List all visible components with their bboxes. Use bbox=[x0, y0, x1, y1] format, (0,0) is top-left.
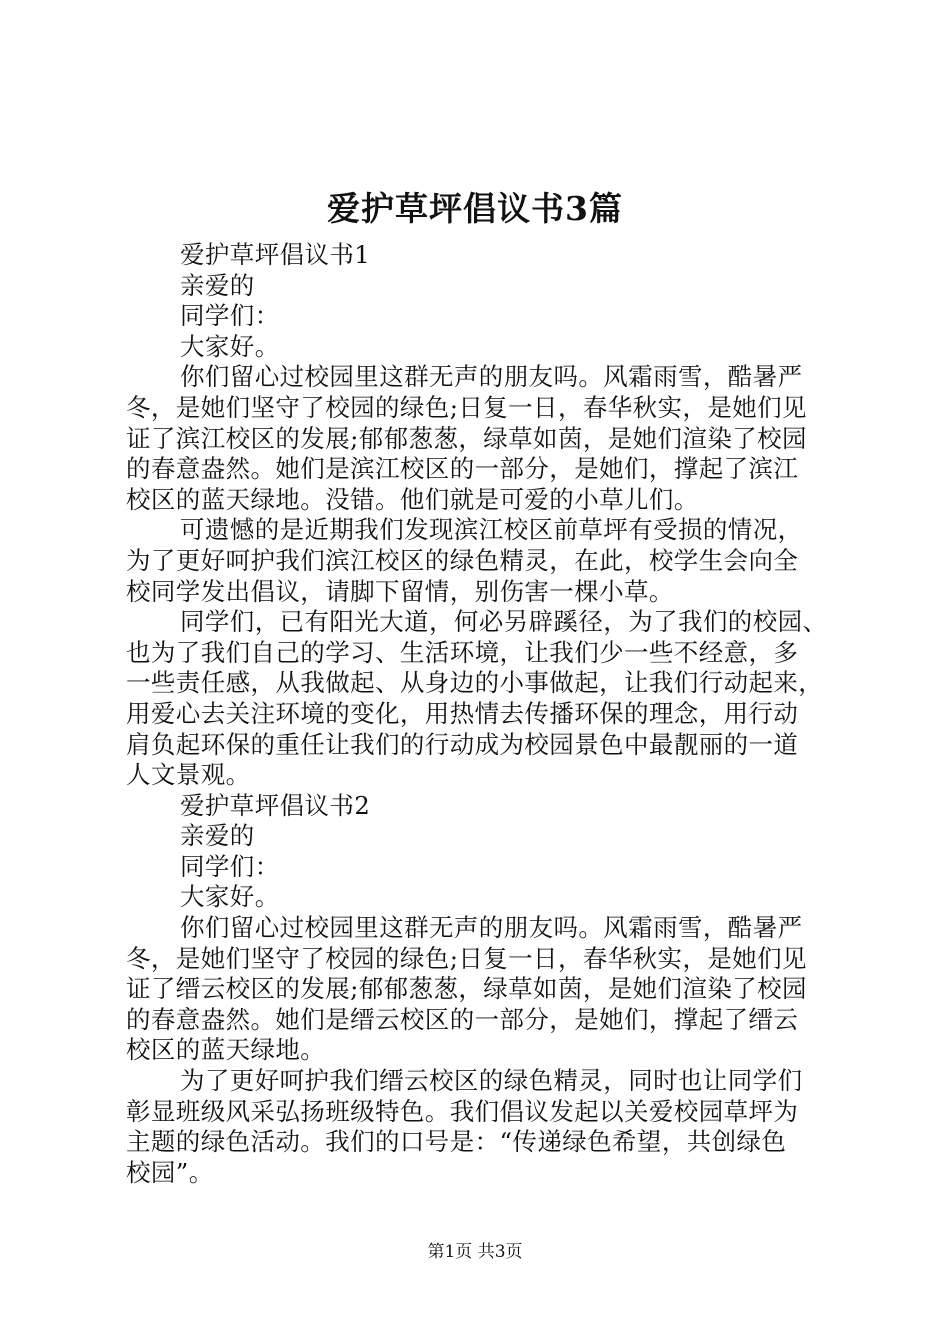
text-line: 用爱心去关注环境的变化，用热情去传播环保的理念，用行动 bbox=[126, 698, 799, 728]
text-line: 亲爱的 bbox=[180, 821, 255, 851]
text-line: 大家好。 bbox=[180, 882, 280, 912]
text-line: 校园”。 bbox=[126, 1157, 214, 1187]
text-line: 的春意盎然。她们是缙云校区的一部分，是她们，撑起了缙云 bbox=[126, 1004, 799, 1034]
text-line: 同学们，已有阳光大道，何必另辟蹊径，为了我们的校园、 bbox=[180, 607, 828, 637]
page-footer: 第1页 共3页 bbox=[427, 1242, 523, 1262]
text-line: 证了缙云校区的发展;郁郁葱葱，绿草如茵，是她们渲染了校园 bbox=[126, 974, 807, 1004]
text-line: 校区的蓝天绿地。 bbox=[126, 1035, 326, 1065]
text-line: 你们留心过校园里这群无声的朋友吗。风霜雨雪，酷暑严 bbox=[180, 362, 803, 392]
document-body bbox=[126, 240, 832, 1188]
text-line: 肩负起环保的重任让我们的行动成为校园景色中最靓丽的一道 bbox=[126, 729, 799, 759]
text-line: 同学们： bbox=[180, 301, 280, 331]
text-line: 人文景观。 bbox=[126, 760, 251, 790]
text-line: 亲爱的 bbox=[180, 270, 255, 300]
text-line: 校区的蓝天绿地。没错。他们就是可爱的小草儿们。 bbox=[126, 484, 699, 514]
text-line: 为了更好呵护我们缙云校区的绿色精灵，同时也让同学们 bbox=[180, 1066, 803, 1096]
text-line: 主题的绿色活动。我们的口号是：“传递绿色希望，共创绿色 bbox=[126, 1127, 787, 1157]
text-line: 也为了我们自己的学习、生活环境，让我们少一些不经意，多 bbox=[126, 637, 799, 667]
text-line: 冬，是她们坚守了校园的绿色;日复一日，春华秋实，是她们见 bbox=[126, 392, 807, 422]
text-line: 爱护草坪倡议书1 bbox=[180, 240, 371, 269]
text-line: 可遗憾的是近期我们发现滨江校区前草坪有受损的情况， bbox=[180, 515, 803, 545]
text-line: 证了滨江校区的发展;郁郁葱葱，绿草如茵，是她们渲染了校园 bbox=[126, 423, 807, 453]
text-line: 你们留心过校园里这群无声的朋友吗。风霜雨雪，酷暑严 bbox=[180, 913, 803, 943]
text-line: 大家好。 bbox=[180, 331, 280, 361]
text-line: 同学们： bbox=[180, 851, 280, 881]
text-line: 的春意盎然。她们是滨江校区的一部分，是她们，撑起了滨江 bbox=[126, 454, 799, 484]
text-line: 彰显班级风采弘扬班级特色。我们倡议发起以关爱校园草坪为 bbox=[126, 1096, 799, 1126]
document-title: 爱护草坪倡议书3篇 bbox=[327, 189, 623, 228]
text-line: 一些责任感，从我做起、从身边的小事做起，让我们行动起来， bbox=[126, 668, 824, 698]
text-line: 爱护草坪倡议书2 bbox=[180, 790, 371, 820]
text-line: 为了更好呵护我们滨江校区的绿色精灵，在此，校学生会向全 bbox=[126, 545, 799, 575]
text-line: 冬，是她们坚守了校园的绿色;日复一日，春华秋实，是她们见 bbox=[126, 943, 807, 973]
text-line: 校同学发出倡议，请脚下留情，别伤害一棵小草。 bbox=[126, 576, 674, 606]
